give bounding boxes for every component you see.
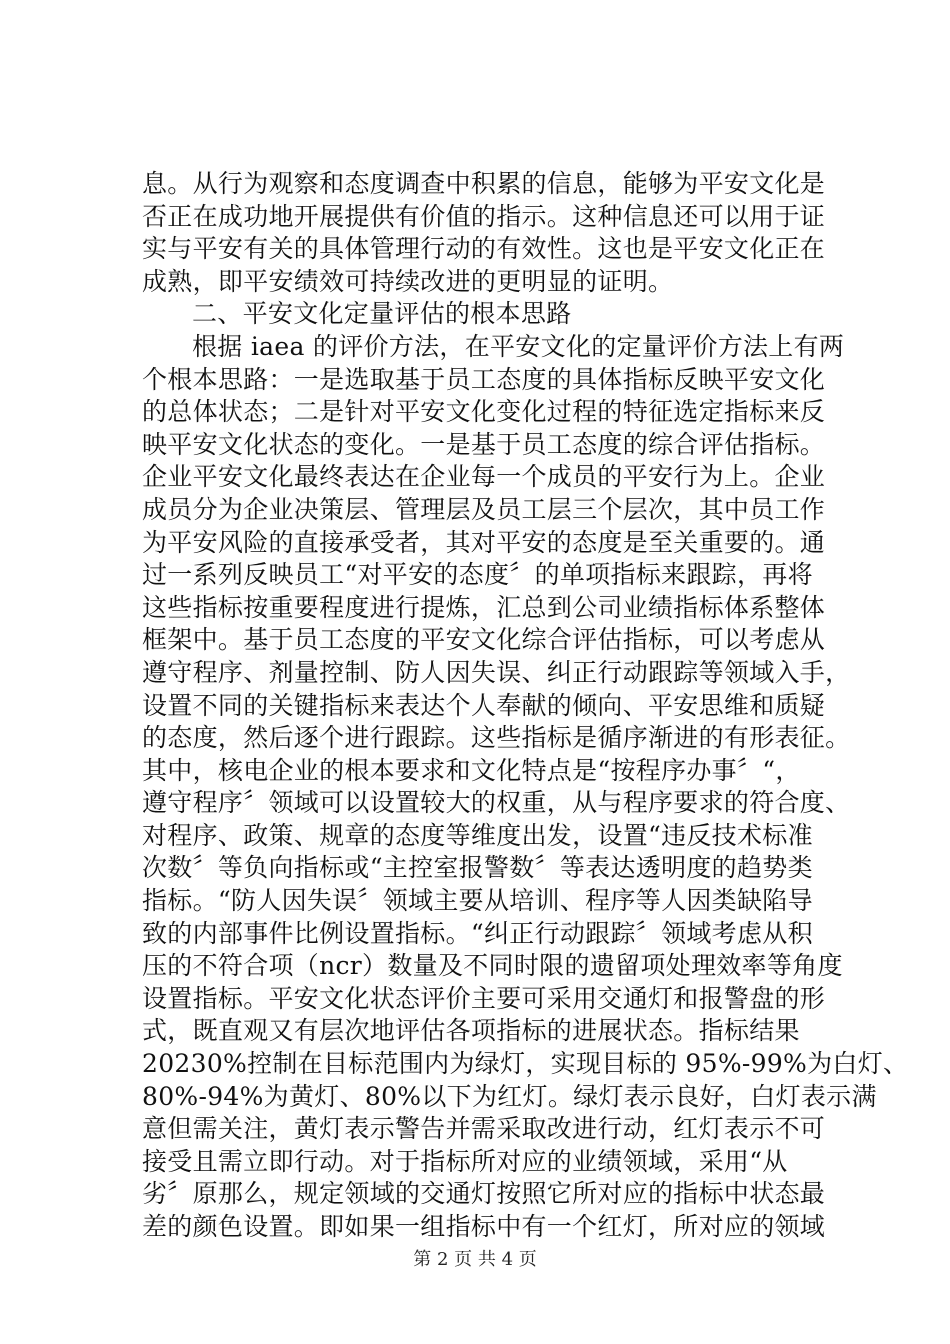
text-line: 遵守程序〞领域可以设置较大的权重，从与程序要求的符合度、 [142, 788, 851, 818]
text-line: 致的内部事件比例设置指标。“纠正行动跟踪〞领域考虑从积 [142, 918, 813, 948]
text-line: 劣〞原那么，规定领域的交通灯按照它所对应的指标中状态最 [142, 1179, 826, 1209]
text-line: 映平安文化状态的变化。一是基于员工态度的综合评估指标。 [142, 429, 826, 459]
text-line: 个根本思路：一是选取基于员工态度的具体指标反映平安文化 [142, 364, 826, 394]
text-line: 实与平安有关的具体管理行动的有效性。这也是平安文化正在 [142, 234, 826, 264]
text-line: 压的不符合项（ncr）数量及不同时限的遗留项处理效率等角度 [142, 951, 843, 981]
text-line: 设置不同的关键指标来表达个人奉献的倾向、平安思维和质疑 [142, 690, 826, 720]
text-line: 的态度，然后逐个进行跟踪。这些指标是循序渐进的有形表征。 [142, 723, 851, 753]
text-line: 息。从行为观察和态度调查中积累的信息，能够为平安文化是 [142, 169, 826, 198]
body-text [142, 168, 909, 1244]
page-footer [0, 1245, 950, 1271]
text-line: 20230%控制在目标范围内为绿灯，实现目标的 95%-99%为白灯、 [142, 1049, 909, 1079]
text-line: 次数〞等负向指标或“主控室报警数〞等表达透明度的趋势类 [142, 853, 813, 883]
text-line: 接受且需立即行动。对于指标所对应的业绩领域，采用“从 [142, 1146, 788, 1176]
text-line: 遵守程序、剂量控制、防人因失误、纠正行动跟踪等领域入手， [142, 657, 851, 687]
text-line: 根据 iaea 的评价方法，在平安文化的定量评价方法上有两 [192, 331, 845, 361]
text-line: 80%-94%为黄灯、80%以下为红灯。绿灯表示良好，白灯表示满 [142, 1081, 877, 1111]
text-line: 的总体状态；二是针对平安文化变化过程的特征选定指标来反 [142, 397, 826, 427]
text-line: 框架中。基于员工态度的平安文化综合评估指标，可以考虑从 [142, 625, 826, 655]
text-line: 对程序、政策、规章的态度等维度出发，设置“违反技术标准 [142, 820, 813, 850]
text-line: 这些指标按重要程度进行提炼，汇总到公司业绩指标体系整体 [142, 592, 826, 622]
text-line: 过一系列反映员工“对平安的态度〞的单项指标来跟踪，再将 [142, 560, 813, 590]
text-line: 设置指标。平安文化状态评价主要可采用交通灯和报警盘的形 [142, 983, 826, 1013]
text-line: 指标。“防人因失误〞领域主要从培训、程序等人因类缺陷导 [142, 886, 813, 916]
page-number-label: 第 2 页 共 4 页 [413, 1249, 537, 1270]
text-line: 式，既直观又有层次地评估各项指标的进展状态。指标结果 [142, 1016, 800, 1046]
text-line: 否正在成功地开展提供有价值的指示。这种信息还可以用于证 [142, 201, 826, 231]
text-line: 成员分为企业决策层、管理层及员工层三个层次，其中员工作 [142, 494, 826, 524]
text-line: 成熟，即平安绩效可持续改进的更明显的证明。 [142, 266, 674, 296]
text-line: 其中，核电企业的根本要求和文化特点是“按程序办事〞“， [142, 755, 801, 785]
text-line: 为平安风险的直接承受者，其对平安的态度是至关重要的。通 [142, 527, 826, 557]
text-line: 企业平安文化最终表达在企业每一个成员的平安行为上。企业 [142, 462, 826, 492]
text-line: 意但需关注，黄灯表示警告并需采取改进行动，红灯表示不可 [142, 1114, 826, 1144]
section-heading: 二、平安文化定量评估的根本思路 [192, 299, 572, 329]
text-line: 差的颜色设置。即如果一组指标中有一个红灯，所对应的领域 [142, 1212, 826, 1241]
